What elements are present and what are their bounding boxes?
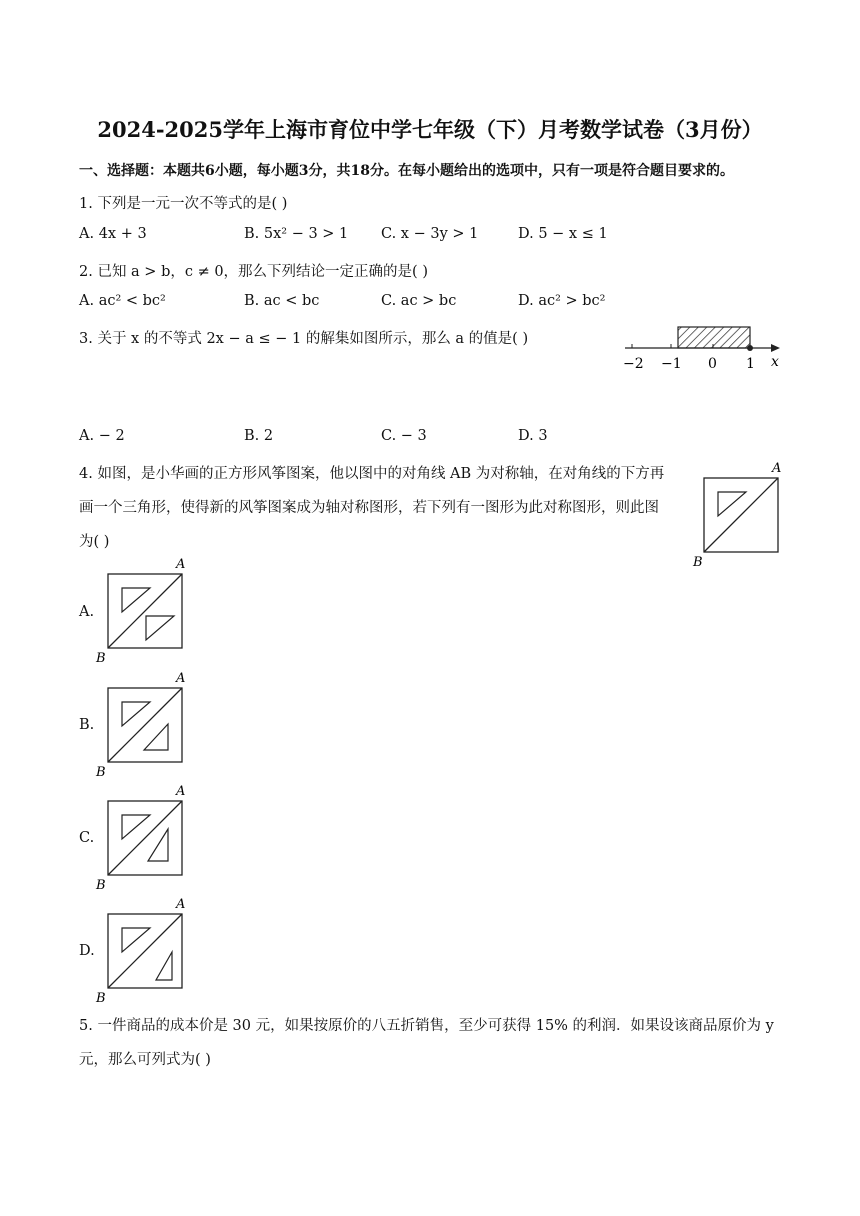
- triangle-upper: [718, 492, 746, 516]
- svg-text:B: B: [96, 991, 106, 1006]
- tick-label-neg1: −1: [661, 356, 682, 372]
- q1-option-c[interactable]: C. x − 3y > 1: [381, 226, 479, 242]
- diagonal-ab: [704, 478, 778, 552]
- option-a-figure[interactable]: [94, 556, 194, 666]
- q3-option-b[interactable]: B. 2: [244, 428, 274, 444]
- svg-text:B: B: [96, 878, 106, 893]
- q1-option-a[interactable]: A. 4x + 3: [79, 226, 147, 242]
- svg-text:A: A: [176, 897, 186, 912]
- tick-label-1: 1: [746, 356, 755, 372]
- option-b-figure[interactable]: [94, 670, 194, 780]
- question-1-stem: 1. 下列是一元一次不等式的是( ): [79, 196, 288, 212]
- axis-label-x: x: [771, 354, 779, 370]
- solution-hatch: [678, 327, 750, 348]
- q2-option-c[interactable]: C. ac > bc: [381, 293, 457, 309]
- tick-label-0: 0: [708, 356, 717, 372]
- label-a: A: [772, 461, 782, 476]
- page-title: 2024-2025学年上海市育位中学七年级（下）月考数学试卷（3月份）: [97, 117, 763, 142]
- section-heading: 一、选择题：本题共6小题，每小题3分，共18分。在每小题给出的选项中，只有一项是符合题目要求的。: [79, 163, 734, 179]
- q1-option-b[interactable]: B. 5x² − 3 > 1: [244, 226, 349, 242]
- q4-option-a[interactable]: A.: [79, 604, 95, 620]
- svg-text:A: A: [176, 784, 186, 799]
- option-c-figure[interactable]: [94, 783, 194, 893]
- question-4-line-3: 为( ): [79, 534, 110, 550]
- q4-option-d[interactable]: D.: [79, 943, 95, 959]
- option-d-figure[interactable]: [94, 896, 194, 1006]
- q3-option-a[interactable]: A. − 2: [79, 428, 125, 444]
- svg-text:B: B: [96, 651, 106, 666]
- q1-option-d[interactable]: D. 5 − x ≤ 1: [518, 226, 608, 242]
- svg-text:B: B: [96, 765, 106, 780]
- question-2-stem: 2. 已知 a > b，c ≠ 0，那么下列结论一定正确的是( ): [79, 264, 428, 280]
- question-3-stem: 3. 关于 x 的不等式 2x − a ≤ − 1 的解集如图所示，那么 a 的值是( ): [79, 331, 529, 347]
- question-5-line-1: 5. 一件商品的成本价是 30 元，如果按原价的八五折销售，至少可获得 15% 的利润．如果设该商品原价为 y: [79, 1018, 774, 1034]
- q2-option-d[interactable]: D. ac² > bc²: [518, 293, 606, 309]
- q3-option-d[interactable]: D. 3: [518, 428, 548, 444]
- solid-endpoint: [747, 345, 753, 351]
- svg-text:A: A: [176, 671, 186, 686]
- label-b: B: [693, 555, 703, 570]
- svg-text:A: A: [176, 557, 186, 572]
- q4-option-c[interactable]: C.: [79, 830, 95, 846]
- number-line-figure: [620, 320, 785, 376]
- question-5-line-2: 元，那么可列式为( ): [79, 1052, 211, 1068]
- tick-label-neg2: −2: [623, 356, 644, 372]
- q2-option-b[interactable]: B. ac < bc: [244, 293, 320, 309]
- q3-option-c[interactable]: C. − 3: [381, 428, 427, 444]
- q4-option-b[interactable]: B.: [79, 717, 95, 733]
- kite-reference-figure: [690, 456, 790, 572]
- question-4-line-1: 4. 如图，是小华画的正方形风筝图案，他以图中的对角线 AB 为对称轴，在对角线的下方再: [79, 466, 665, 482]
- question-4-line-2: 画一个三角形，使得新的风筝图案成为轴对称图形，若下列有一图形为此对称图形，则此图: [79, 500, 659, 516]
- axis-arrow-icon: [771, 344, 780, 352]
- q2-option-a[interactable]: A. ac² < bc²: [79, 293, 166, 309]
